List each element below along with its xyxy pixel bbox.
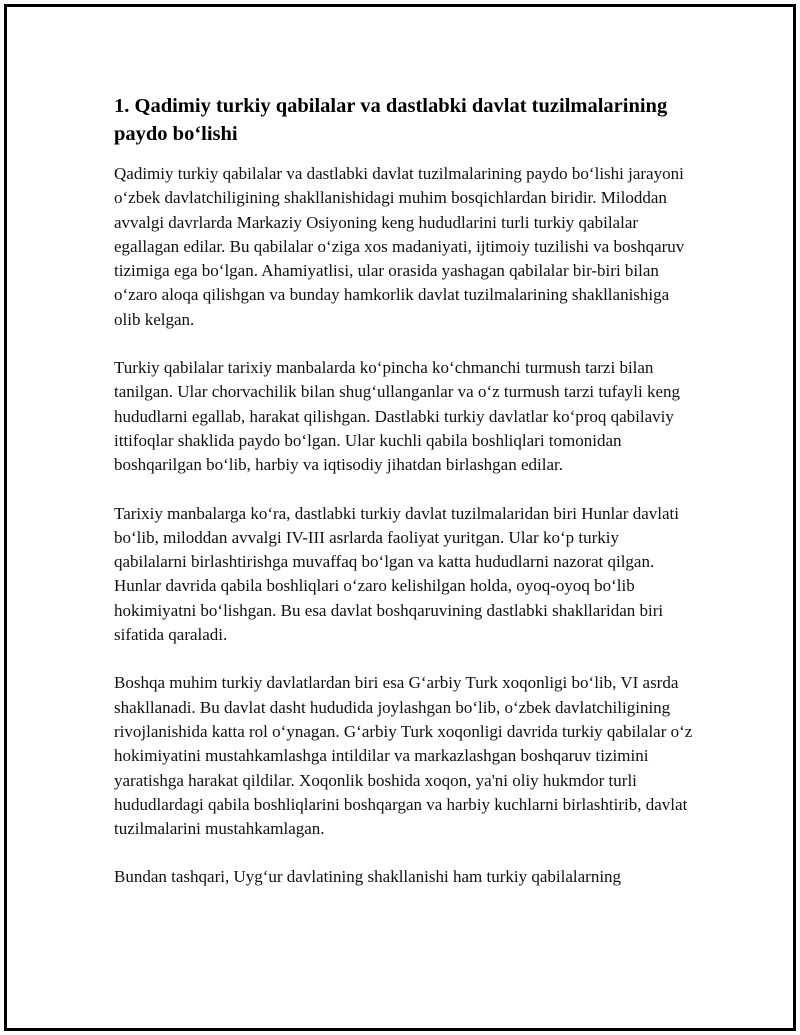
paragraph-5: Bundan tashqari, Uyg‘ur davlatining shakllanishi ham turkiy qabilalarning [114, 867, 622, 887]
paragraph-1: Qadimiy turkiy qabilalar va dastlabki davlat tuzilmalarining paydo bo‘lishi jarayoni o‘zbek davlatchiligining shakllanishidagi muhim bosqichlardan biridir. Miloddan avvalgi davrlarda Markaziy Osiyoning keng hududlarini turli turkiy qabilalar egallagan edilar. Bu qabilalar o‘ziga xos madaniyati, ijtimoiy tuzilishi va boshqaruv tizimiga ega bo‘lgan. Ahamiyatlisi, ular orasida yashagan qabilalar bir-biri bilan o‘zaro aloqa qilishgan va bunday hamkorlik davlat tuzilmalarining shakllanishiga olib kelgan. [114, 164, 685, 329]
paragraph-3: Tarixiy manbalarga ko‘ra, dastlabki turkiy davlat tuzilmalaridan biri Hunlar davlati bo‘lib, miloddan avvalgi IV-III asrlarda faoliyat yuritgan. Ular ko‘p turkiy qabilalarni birlashtirishga muvaffaq bo‘lgan va katta hududlarni nazorat qilgan. Hunlar davrida qabila boshliqlari o‘zaro kelishilgan holda, oyoq-oyoq bo‘lib hokimiyatni bo‘lishgan. Bu esa davlat boshqaruvining dastlabki shakllaridan biri sifatida qaraladi. [114, 503, 679, 645]
section-title: 1. Qadimiy turkiy qabilalar va dastlabki davlat tuzilmalarining paydo bo‘lishi [114, 95, 668, 145]
document-body [114, 92, 694, 914]
paragraph-2: Turkiy qabilalar tarixiy manbalarda ko‘pincha ko‘chmanchi turmush tarzi bilan tanilgan. Ular chorvachilik bilan shug‘ullanganlar va o‘z turmush tarzi tufayli keng hududlarni egallab, harakat qilishgan. Dastlabki turkiy davlatlar ko‘proq qabilaviy ittifoqlar shaklida paydo bo‘lgan. Ular kuchli qabila boshliqlari tomonidan boshqarilgan bo‘lib, harbiy va iqtisodiy jihatdan birlashgan edilar. [114, 358, 681, 475]
paragraph-4: Boshqa muhim turkiy davlatlardan biri esa G‘arbiy Turk xoqonligi bo‘lib, VI asrda shakllanadi. Bu davlat dasht hududida joylashgan bo‘lib, o‘zbek davlatchiligining rivojlanishida katta rol o‘ynagan. G‘arbiy Turk xoqonligi davrida turkiy qabilalar o‘z hokimiyatini mustahkamlashga intildilar va markazlashgan boshqaruv tizimini yaratishga harakat qildilar. Xoqonlik boshida xoqon, ya'ni oliy hukmdor turli hududlardagi qabila boshliqlarini boshqargan va harbiy kuchlarni birlashtirib, davlat tuzilmalarini mustahkamlagan. [114, 673, 693, 839]
